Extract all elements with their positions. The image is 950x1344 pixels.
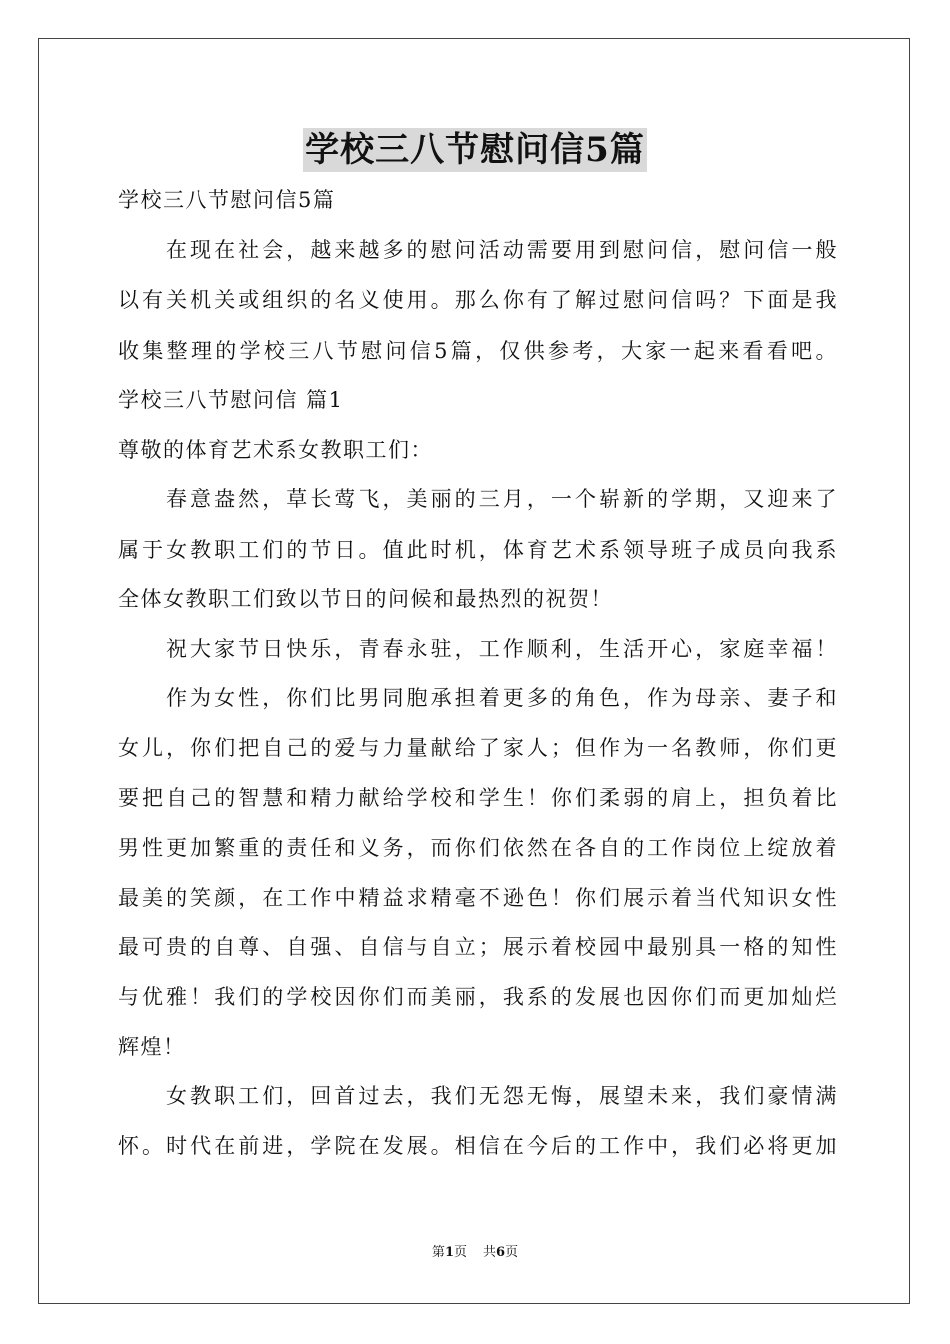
paragraph-line: 祝大家节日快乐，青春永驻，工作顺利，生活开心，家庭幸福！ <box>166 637 838 661</box>
footer-page-suffix: 页 <box>453 1245 467 1260</box>
footer-total-number: 6 <box>496 1245 506 1260</box>
paragraph-line: 怀。时代在前进，学院在发展。相信在今后的工作中，我们必将更加 <box>118 1134 838 1158</box>
footer-page-prefix: 第 <box>431 1245 445 1260</box>
footer-total-suffix: 页 <box>505 1245 519 1260</box>
paragraph-line: 女儿，你们把自己的爱与力量献给了家人；但作为一名教师，你们更 <box>118 736 838 760</box>
paragraph-line: 属于女教职工们的节日。值此时机，体育艺术系领导班子成员向我系 <box>118 538 838 562</box>
paragraph-line: 全体女教职工们致以节日的问候和最热烈的祝贺！ <box>118 587 613 611</box>
paragraph-line: 春意盎然，草长莺飞，美丽的三月，一个崭新的学期，又迎来了 <box>166 487 838 511</box>
paragraph-line: 收集整理的学校三八节慰问信5篇，仅供参考，大家一起来看看吧。 <box>118 339 838 363</box>
subtitle-line: 学校三八节慰问信5篇 <box>118 188 336 212</box>
paragraph-line: 最美的笑颜，在工作中精益求精毫不逊色！你们展示着当代知识女性 <box>118 886 838 910</box>
salutation-line: 尊敬的体育艺术系女教职工们： <box>118 438 433 462</box>
paragraph-line: 女教职工们，回首过去，我们无怨无悔，展望未来，我们豪情满 <box>166 1084 838 1108</box>
paragraph-line: 作为女性，你们比男同胞承担着更多的角色，作为母亲、妻子和 <box>166 686 838 710</box>
paragraph-line: 与优雅！我们的学校因你们而美丽，我系的发展也因你们而更加灿烂 <box>118 985 838 1009</box>
paragraph-line: 要把自己的智慧和精力献给学校和学生！你们柔弱的肩上，担负着比 <box>118 786 838 810</box>
paragraph-line: 最可贵的自尊、自强、自信与自立；展示着校园中最别具一格的知性 <box>118 935 838 959</box>
paragraph-line: 在现在社会，越来越多的慰问活动需要用到慰问信，慰问信一般 <box>166 238 838 262</box>
page-footer <box>0 1244 950 1262</box>
footer-page-number: 1 <box>444 1245 454 1260</box>
title-container <box>0 128 950 172</box>
document-title: 学校三八节慰问信5篇 <box>305 130 645 170</box>
section-heading: 学校三八节慰问信 篇1 <box>118 388 344 412</box>
footer-total-prefix: 共 <box>483 1245 497 1260</box>
paragraph-line: 男性更加繁重的责任和义务，而你们依然在各自的工作岗位上绽放着 <box>118 836 838 860</box>
paragraph-line: 辉煌！ <box>118 1035 186 1059</box>
page-border <box>38 38 910 1304</box>
paragraph-line: 以有关机关或组织的名义使用。那么你有了解过慰问信吗？下面是我 <box>118 288 838 312</box>
